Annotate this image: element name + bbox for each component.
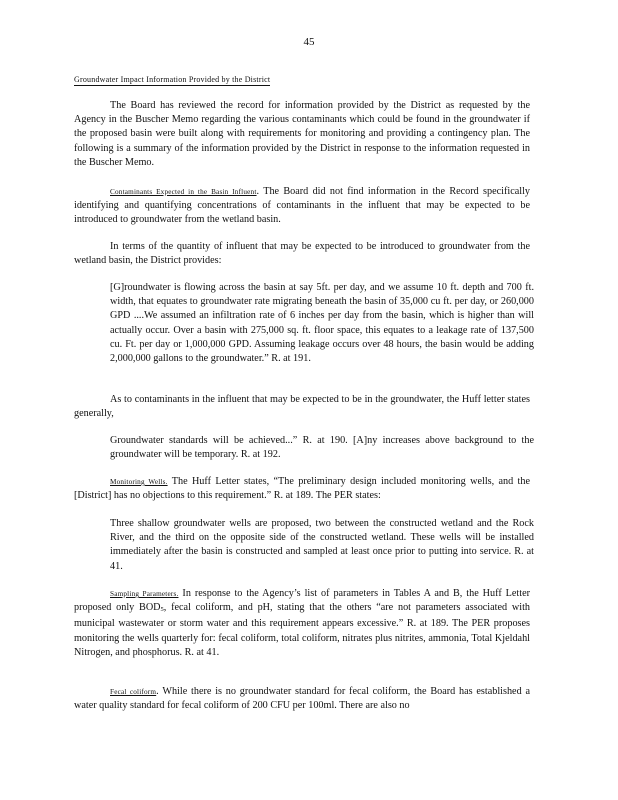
paragraph-fecal-coliform [74, 685, 530, 713]
paragraph-text: In response to the Agency’s list of parameters in Tables A and B, the Huff Letter proposed only BOD [74, 588, 531, 614]
runin-heading-fecal: Fecal coliform [110, 688, 157, 696]
paragraph-text: . The Board did not find information in the Record specifically identifying and quantifying concentrations of contaminants in the influent that may be expected to be introduced to groundwater from the wetland basin. [74, 186, 530, 226]
paragraph-text: The Huff Letter states, “The preliminary design included monitoring wells, and the [District] has no objections to this requirement.” R. at 189. The PER states: [74, 476, 530, 502]
subscript-5: 5 [160, 606, 164, 614]
paragraph-monitoring-wells [74, 475, 530, 503]
paragraph-contaminants-expected [74, 185, 530, 228]
paragraph-board-review: The Board has reviewed the record for information provided by the District as requested by the Agency in the Buscher Memo regarding the various contaminants which could be found in the groundwater if the proposed basin were built along with requirements for monitoring and providing a contingency plan. The following is a summary of the information provided by the District in response to the information requested in the Buscher Memo. [74, 100, 530, 168]
blockquote-wells-proposed: Three shallow groundwater wells are proposed, two between the constructed wetland and the Rock River, and the third on the opposite side of the constructed wetland. These wells will be installed immediately after the basin is constructed and sampled at least once prior to putting into service. R. at 41. [110, 518, 534, 572]
blockquote-groundwater-flow: [G]roundwater is flowing across the basin at say 5ft. per day, and we assume 10 ft. depth and 700 ft. width, that equates to groundwater rate migrating beneath the basin of 35,000 cu ft. per day, or 260,000 GPD ....We assumed an infiltration rate of 6 inches per day from the basin, which is higher than will actually occur. Over a basin with 275,000 sq. ft. floor space, this equates to a leakage rate of 137,500 cu. Ft. per day or 1,000,000 GPD. Assuming leakage occurs over 48 hours, the basin would be adding 2,000,000 gallons to the groundwater.” R. at 191. [110, 282, 534, 365]
blockquote-groundwater-standards: Groundwater standards will be achieved...” R. at 190. [A]ny increases above background to the groundwater will be temporary. R. at 192. [110, 435, 534, 461]
runin-heading-monitoring: Monitoring Wells. [110, 478, 168, 486]
runin-heading-contaminants: Contaminants Expected in the Basin Influent [110, 188, 257, 196]
runin-heading-sampling: Sampling Parameters. [110, 590, 179, 598]
paragraph-contaminants-influent: As to contaminants in the influent that may be expected to be in the groundwater, the Huff letter states generally, [74, 394, 530, 420]
page-number: 45 [303, 36, 315, 48]
paragraph-text: . While there is no groundwater standard for fecal coliform, the Board has established a water quality standard for fecal coliform of 200 CFU per 100ml. There are also no [74, 686, 530, 712]
section-heading: Groundwater Impact Information Provided by the District [74, 75, 271, 84]
paragraph-influent-quantity: In terms of the quantity of influent that may be expected to be introduced to groundwater from the wetland basin, the District provides: [74, 241, 530, 267]
paragraph-text: , fecal coliform, and pH, stating that the others “are not parameters associated with municipal wastewater or storm water and this requirement appears excessive.” R. at 189. The PER proposes monitoring the wells quarterly for: fecal coliform, total coliform, nitrates plus nitrites, ammonia, Total Kjeldahl Nitrogen, and phosphorus. R. at 41. [74, 602, 530, 658]
paragraph-sampling-parameters [74, 587, 530, 660]
